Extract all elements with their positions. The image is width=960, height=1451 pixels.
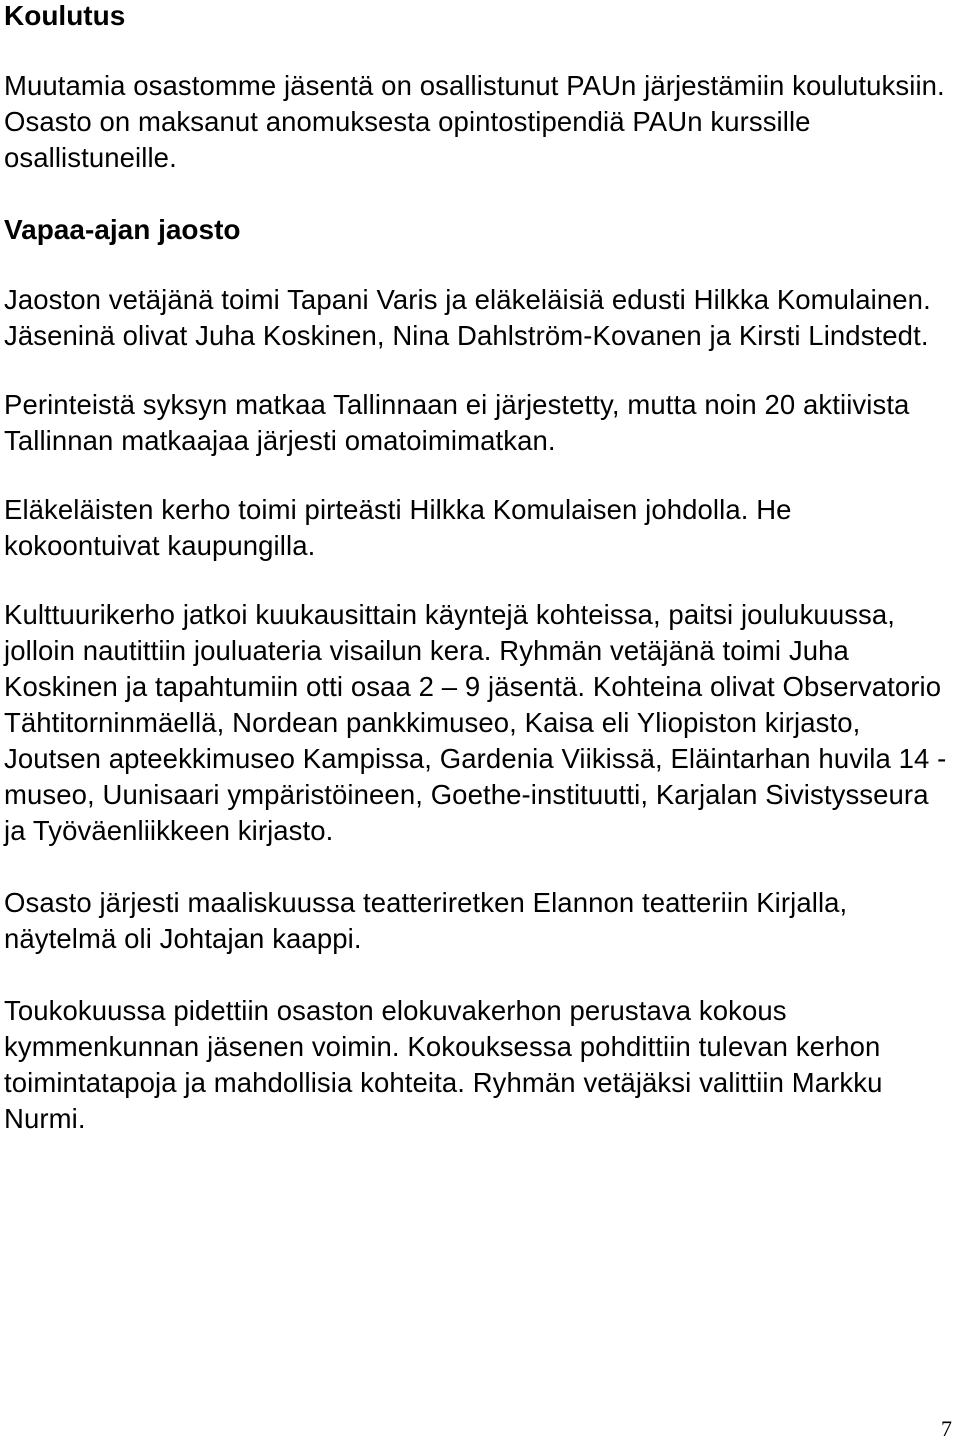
document-page [4,0,950,1137]
paragraph-jaosto-members: Jaoston vetäjänä toimi Tapani Varis ja eläkeläisiä edusti Hilkka Komulainen. Jäseninä olivat Juha Koskinen, Nina Dahlström-Kovanen ja Kirsti Lindstedt. [4,284,931,351]
paragraph-kulttuurikerho: Kulttuurikerho jatkoi kuukausittain käyntejä kohteissa, paitsi joulukuussa, jolloin nautittiin jouluateria visailun kera. Ryhmän vetäjänä toimi Juha Koskinen ja tapahtumiin otti osaa 2 – 9 jäsentä. Kohteina olivat Observatorio Tähtitorninmäellä, Nordean pankkimuseo, Kaisa eli Yliopiston kirjasto, Joutsen apteekkimuseo Kampissa, Gardenia Viikissä, Eläintarhan huvila 14 -museo, Uunisaari ympäristöineen, Goethe-instituutti, Karjalan Sivistysseura ja Työväenliikkeen kirjasto. [4,599,947,846]
section-heading-koulutus: Koulutus [4,0,126,31]
paragraph-elokuvakerho: Toukokuussa pidettiin osaston elokuvakerhon perustava kokous kymmenkunnan jäsenen voimin. Kokouksessa pohdittiin tulevan kerhon toimintatapoja ja mahdollisia kohteita. Ryhmän vetäjäksi valittiin Markku Nurmi. [4,995,883,1134]
paragraph-tallinna-trip: Perinteistä syksyn matkaa Tallinnaan ei järjestetty, mutta noin 20 aktiivista Tallinnan matkaajaa järjesti omatoimimatkan. [4,389,910,456]
page-number: 7 [941,1416,952,1441]
section-heading-vapaa-ajan-jaosto: Vapaa-ajan jaosto [4,214,241,245]
paragraph-teatteriretki: Osasto järjesti maaliskuussa teatteriretken Elannon teatteriin Kirjalla, näytelmä oli Johtajan kaappi. [4,887,848,954]
paragraph-koulutus: Muutamia osastomme jäsentä on osallistunut PAUn järjestämiin koulutuksiin. Osasto on maksanut anomuksesta opintostipendiä PAUn kurssille osallistuneille. [4,70,945,173]
paragraph-elakelaisten-kerho: Eläkeläisten kerho toimi pirteästi Hilkka Komulaisen johdolla. He kokoontuivat kaupungilla. [4,494,792,561]
